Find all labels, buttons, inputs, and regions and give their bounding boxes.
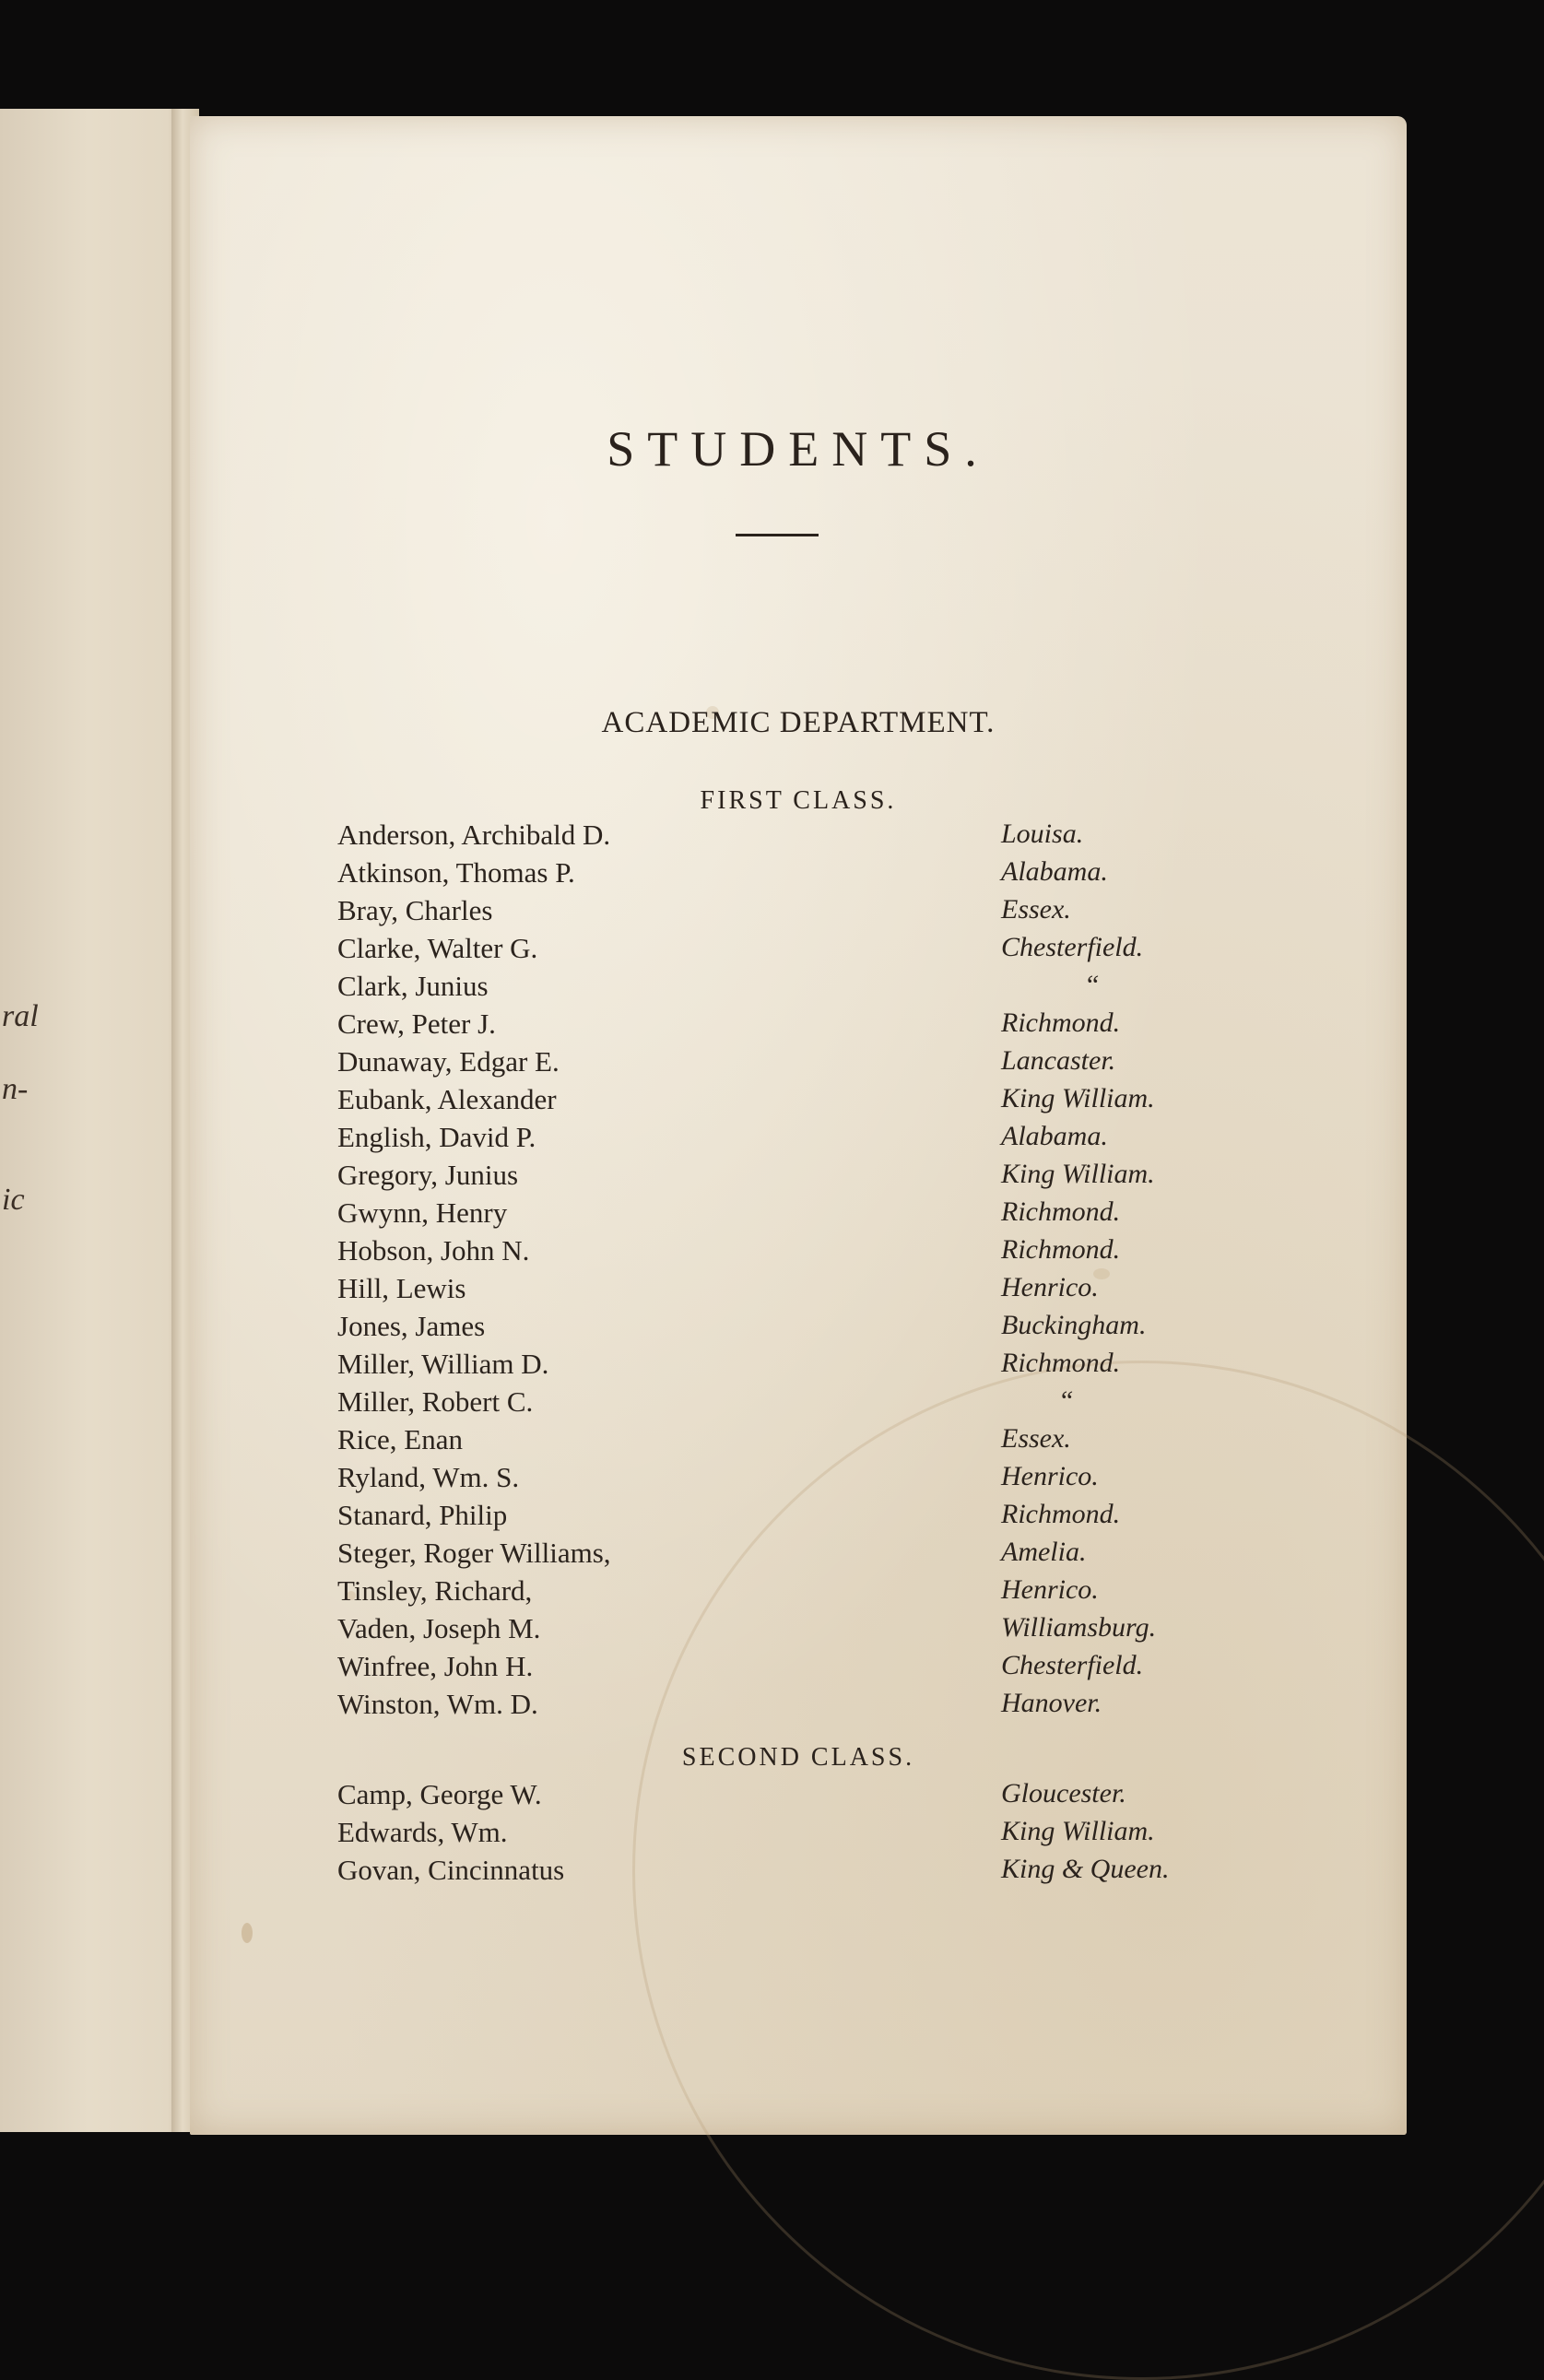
student-place: Alabama. [1001, 1121, 1108, 1151]
student-name: Hill, Lewis [337, 1272, 466, 1304]
student-row [190, 1045, 1407, 1083]
student-place: “ [1084, 970, 1100, 1000]
student-name: Crew, Peter J. [337, 1007, 496, 1040]
student-place: King & Queen. [1001, 1854, 1170, 1884]
student-name: Govan, Cincinnatus [337, 1854, 565, 1886]
facing-page-edge [0, 109, 197, 2132]
student-name: Eubank, Alexander [337, 1083, 557, 1115]
student-row [190, 1650, 1407, 1688]
student-name: Edwards, Wm. [337, 1816, 508, 1848]
student-place: Essex. [1001, 894, 1071, 925]
student-place: Essex. [1001, 1423, 1071, 1454]
student-name: Camp, George W. [337, 1778, 542, 1810]
student-name: Clark, Junius [337, 970, 489, 1002]
student-row [190, 1007, 1407, 1045]
student-row [190, 1688, 1407, 1726]
student-place: Lancaster. [1001, 1045, 1116, 1076]
student-place: Richmond. [1001, 1348, 1121, 1378]
student-row [190, 1348, 1407, 1385]
student-place: Richmond. [1001, 1234, 1121, 1265]
student-row [190, 1272, 1407, 1310]
student-name: Miller, William D. [337, 1348, 549, 1380]
student-place: Louisa. [1001, 819, 1084, 849]
student-name: Dunaway, Edgar E. [337, 1045, 560, 1078]
student-place: King William. [1001, 1159, 1155, 1189]
student-name: Bray, Charles [337, 894, 493, 926]
student-row [190, 1574, 1407, 1612]
student-row [190, 1234, 1407, 1272]
student-row [190, 1537, 1407, 1574]
student-name: English, David P. [337, 1121, 536, 1153]
facing-page-fragment: ral [2, 999, 39, 1033]
student-place: “ [1058, 1385, 1074, 1416]
student-row [190, 856, 1407, 894]
student-row [190, 894, 1407, 932]
class-heading-first: FIRST CLASS. [700, 786, 897, 815]
class-heading-second: SECOND CLASS. [681, 1743, 915, 1772]
student-name: Jones, James [337, 1310, 486, 1342]
student-row [190, 1159, 1407, 1196]
student-name: Miller, Robert C. [337, 1385, 534, 1418]
student-row [190, 1816, 1407, 1854]
student-place: Hanover. [1001, 1688, 1102, 1718]
student-row [190, 1423, 1407, 1461]
student-name: Tinsley, Richard, [337, 1574, 533, 1607]
student-name: Winfree, John H. [337, 1650, 534, 1682]
student-name: Anderson, Archibald D. [337, 819, 611, 851]
student-row [190, 1385, 1407, 1423]
student-place: Richmond. [1001, 1196, 1121, 1227]
facing-page-fragment: n- [2, 1072, 29, 1106]
student-row [190, 1612, 1407, 1650]
student-row [190, 1310, 1407, 1348]
student-name: Ryland, Wm. S. [337, 1461, 520, 1493]
student-place: King William. [1001, 1083, 1155, 1113]
student-place: Henrico. [1001, 1272, 1099, 1302]
student-row [190, 1461, 1407, 1499]
department-heading: ACADEMIC DEPARTMENT. [601, 706, 996, 739]
student-place: Chesterfield. [1001, 1650, 1144, 1680]
student-place: Gloucester. [1001, 1778, 1126, 1809]
student-name: Steger, Roger Williams, [337, 1537, 611, 1569]
student-place: Williamsburg. [1001, 1612, 1157, 1643]
student-row [190, 1083, 1407, 1121]
student-name: Vaden, Joseph M. [337, 1612, 541, 1644]
student-place: Amelia. [1001, 1537, 1087, 1567]
page-title: STUDENTS. [607, 421, 990, 477]
facing-page-fragment: ic [2, 1183, 25, 1217]
student-name: Clarke, Walter G. [337, 932, 538, 964]
student-place: Chesterfield. [1001, 932, 1144, 962]
student-row [190, 1196, 1407, 1234]
student-name: Hobson, John N. [337, 1234, 530, 1267]
student-row [190, 932, 1407, 970]
student-place: Richmond. [1001, 1007, 1121, 1038]
student-row [190, 1121, 1407, 1159]
student-name: Stanard, Philip [337, 1499, 508, 1531]
student-place: King William. [1001, 1816, 1155, 1846]
student-place: Buckingham. [1001, 1310, 1147, 1340]
student-name: Rice, Enan [337, 1423, 464, 1455]
student-name: Winston, Wm. D. [337, 1688, 538, 1720]
student-name: Gregory, Junius [337, 1159, 519, 1191]
student-row [190, 1499, 1407, 1537]
document-page [190, 116, 1407, 2135]
student-place: Henrico. [1001, 1574, 1099, 1605]
student-row [190, 819, 1407, 856]
foxing-spot [242, 1923, 253, 1943]
title-rule [736, 534, 819, 536]
student-row [190, 1778, 1407, 1816]
student-place: Richmond. [1001, 1499, 1121, 1529]
student-place: Alabama. [1001, 856, 1108, 887]
student-place: Henrico. [1001, 1461, 1099, 1491]
student-row [190, 1854, 1407, 1891]
student-row [190, 970, 1407, 1007]
student-name: Atkinson, Thomas P. [337, 856, 575, 889]
student-name: Gwynn, Henry [337, 1196, 508, 1229]
